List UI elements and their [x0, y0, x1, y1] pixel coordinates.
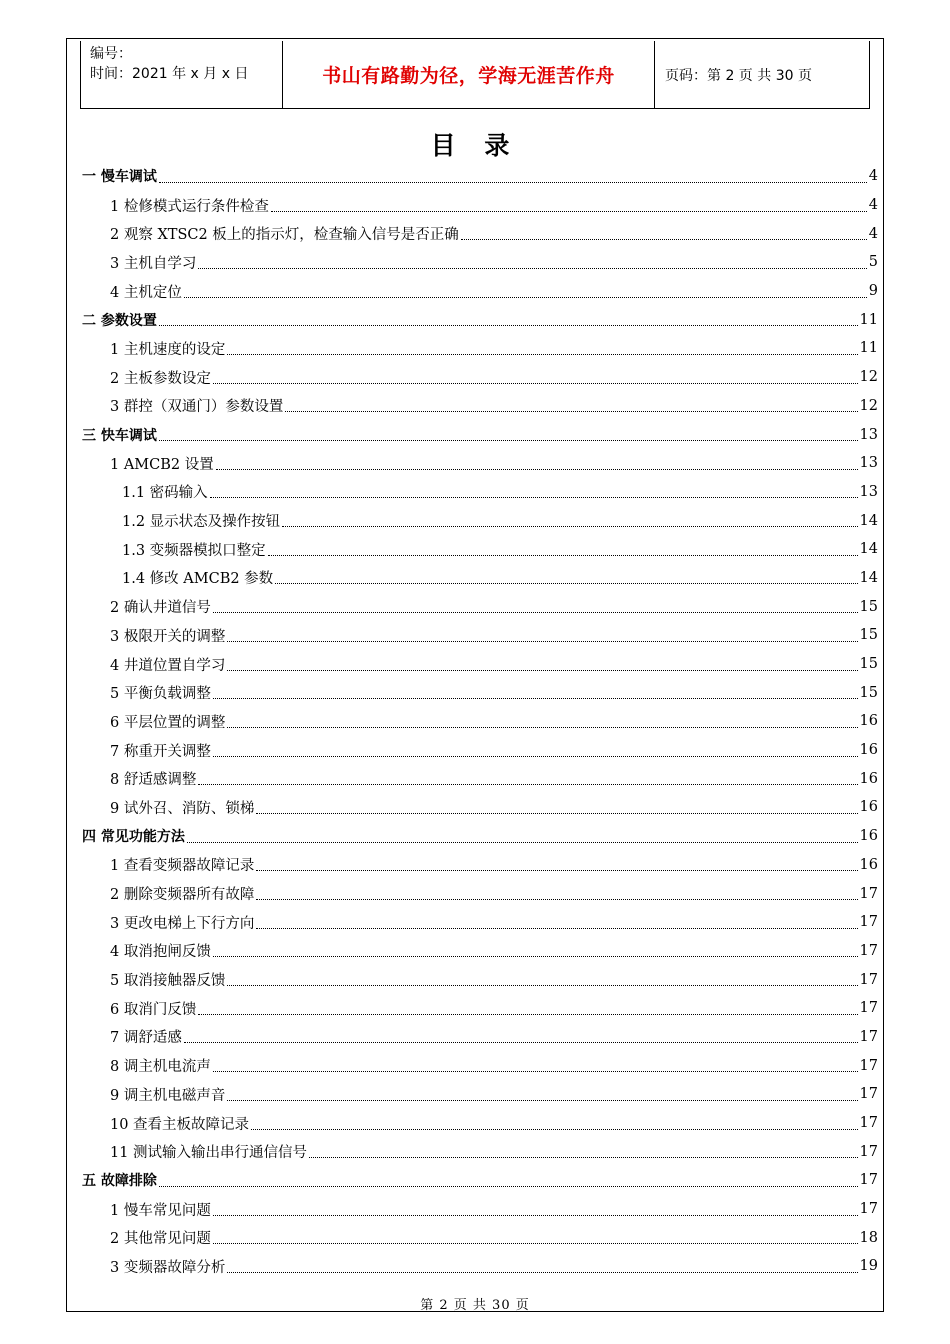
toc-entry[interactable] [82, 535, 878, 564]
page-header [80, 41, 870, 109]
toc-entry-label: 10 查看主板故障记录 [110, 1116, 250, 1133]
toc-entry-label: 1 检修模式运行条件检查 [110, 198, 269, 215]
toc-dot-leader [461, 239, 867, 240]
toc-entry-page: 4 [868, 168, 878, 185]
toc-dot-leader [227, 1100, 857, 1101]
toc-entry-page: 17 [859, 1201, 878, 1218]
toc-entry-label: 11 测试输入输出串行通信信号 [110, 1145, 308, 1162]
toc-entry-page: 16 [859, 828, 878, 845]
toc-entry-page: 13 [859, 483, 878, 500]
toc-entry-label: 5 平衡负载调整 [110, 686, 211, 703]
toc-dot-leader [213, 698, 858, 699]
toc-dot-leader [251, 1129, 857, 1130]
toc-entry[interactable] [82, 707, 878, 736]
toc-entry[interactable] [82, 363, 878, 392]
toc-entry[interactable] [82, 449, 878, 478]
toc-entry-label: 3 群控（双通门）参数设置 [110, 399, 284, 416]
toc-dot-leader [213, 756, 858, 757]
toc-entry-label: 2 确认井道信号 [110, 600, 211, 617]
toc-entry[interactable] [82, 965, 878, 994]
toc-entry-page: 13 [859, 455, 878, 472]
toc-dot-leader [256, 813, 857, 814]
toc-entry[interactable] [82, 1051, 878, 1080]
toc-entry[interactable] [82, 506, 878, 535]
toc-dot-leader [271, 211, 867, 212]
toc-entry-label: 8 舒适感调整 [110, 772, 197, 789]
toc-entry[interactable] [82, 879, 878, 908]
toc-entry-page: 16 [859, 770, 878, 787]
toc-entry[interactable] [82, 191, 878, 220]
toc-entry-page: 17 [859, 1000, 878, 1017]
toc-entry-label: 1 主机速度的设定 [110, 341, 226, 358]
toc-entry[interactable] [82, 736, 878, 765]
toc-dot-leader [213, 1243, 858, 1244]
toc-entry-label: 3 极限开关的调整 [110, 628, 226, 645]
toc-entry-page: 14 [859, 569, 878, 586]
toc-entry[interactable] [82, 1252, 878, 1281]
toc-entry-label: 1 查看变频器故障记录 [110, 858, 255, 875]
toc-entry[interactable] [82, 764, 878, 793]
toc-dot-leader [285, 411, 857, 412]
toc-entry-label: 1.3 变频器模拟口整定 [122, 542, 266, 559]
toc-entry-label: 4 取消抱闸反馈 [110, 944, 211, 961]
toc-entry-page: 4 [868, 225, 878, 242]
toc-dot-leader [268, 555, 858, 556]
toc-dot-leader [256, 928, 857, 929]
toc-entry-page: 17 [859, 971, 878, 988]
toc-entry-page: 19 [859, 1258, 878, 1275]
toc-entry-label: 4 井道位置自学习 [110, 657, 226, 674]
toc-entry[interactable] [82, 994, 878, 1023]
toc-dot-leader [187, 842, 858, 843]
toc-dot-leader [213, 1215, 858, 1216]
toc-entry[interactable] [82, 678, 878, 707]
header-time: 时间：2021 年 x 月 x 日 [90, 66, 249, 82]
toc-dot-leader [184, 1042, 858, 1043]
toc-entry-label: 9 试外召、消防、锁梯 [110, 800, 255, 817]
toc-entry[interactable] [82, 305, 878, 334]
toc-entry[interactable] [82, 851, 878, 880]
toc-entry-label: 3 主机自学习 [110, 255, 197, 272]
toc-title: 目 录 [430, 131, 520, 160]
toc-entry[interactable] [82, 334, 878, 363]
toc-entry-label: 2 主板参数设定 [110, 370, 211, 387]
toc-entry-label: 6 平层位置的调整 [110, 714, 226, 731]
toc-dot-leader [198, 784, 857, 785]
toc-dot-leader [213, 383, 858, 384]
toc-entry-page: 9 [868, 283, 878, 300]
toc-entry[interactable] [82, 564, 878, 593]
header-meta [81, 41, 283, 108]
toc-dot-leader [216, 469, 858, 470]
toc-dot-leader [213, 612, 858, 613]
toc-entry-label: 7 称重开关调整 [110, 743, 211, 760]
toc-entry-page: 15 [859, 684, 878, 701]
toc-entry-label: 五 故障排除 [82, 1173, 157, 1190]
toc-entry[interactable] [82, 248, 878, 277]
toc-dot-leader [227, 985, 857, 986]
toc-dot-leader [275, 583, 857, 584]
toc-entry-page: 18 [859, 1229, 878, 1246]
toc-dot-leader [159, 1186, 858, 1187]
toc-entry[interactable] [82, 822, 878, 851]
header-page-info: 页码：第 2 页 共 30 页 [665, 67, 812, 84]
toc-entry-label: 9 调主机电磁声音 [110, 1087, 226, 1104]
toc-entry-page: 17 [859, 885, 878, 902]
toc-entry[interactable] [82, 592, 878, 621]
toc-entry-page: 12 [859, 397, 878, 414]
toc-entry-page: 16 [859, 742, 878, 759]
toc-entry[interactable] [82, 1080, 878, 1109]
toc-entry-label: 2 其他常见问题 [110, 1231, 211, 1248]
toc-entry-page: 17 [859, 1172, 878, 1189]
toc-dot-leader [198, 1014, 857, 1015]
toc-entry[interactable] [82, 1023, 878, 1052]
toc-dot-leader [227, 1272, 857, 1273]
toc-entry-label: 二 参数设置 [82, 312, 157, 329]
toc-entry[interactable] [82, 1223, 878, 1252]
toc-entry-page: 16 [859, 799, 878, 816]
page-footer: 第 2 页 共 30 页 [420, 1298, 530, 1313]
toc-dot-leader [227, 670, 857, 671]
toc-entry-label: 3 更改电梯上下行方向 [110, 915, 255, 932]
toc-entry[interactable] [82, 793, 878, 822]
toc-entry-label: 8 调主机电流声 [110, 1059, 211, 1076]
toc-entry-page: 11 [859, 311, 878, 328]
toc-entry-page: 17 [859, 1057, 878, 1074]
header-number: 编号： [90, 46, 132, 62]
toc-entry-label: 3 变频器故障分析 [110, 1259, 226, 1276]
header-motto: 书山有路勤为径，学海无涯苦作舟 [283, 41, 655, 108]
toc-dot-leader [198, 268, 866, 269]
toc-entry-page: 5 [868, 254, 878, 271]
toc-entry-label: 5 取消接触器反馈 [110, 973, 226, 990]
toc-dot-leader [184, 297, 867, 298]
toc-entry-page: 11 [859, 340, 878, 357]
toc-entry-page: 17 [859, 942, 878, 959]
toc-entry-page: 17 [859, 1086, 878, 1103]
toc-entry[interactable] [82, 277, 878, 306]
toc-entry-label: 4 主机定位 [110, 284, 182, 301]
toc-entry[interactable] [82, 621, 878, 650]
toc-entry-page: 17 [859, 1143, 878, 1160]
toc-entry-page: 4 [868, 197, 878, 214]
toc-dot-leader [256, 899, 857, 900]
toc-dot-leader [227, 641, 857, 642]
toc-entry-label: 四 常见功能方法 [82, 829, 185, 846]
toc-dot-leader [256, 870, 857, 871]
toc-entry-label: 1.1 密码输入 [122, 485, 208, 502]
toc-entry-page: 15 [859, 598, 878, 615]
toc-entry[interactable] [82, 1109, 878, 1138]
toc-entry-page: 14 [859, 512, 878, 529]
toc-entry[interactable] [82, 1137, 878, 1166]
toc-entry[interactable] [82, 650, 878, 679]
toc-entry-page: 12 [859, 369, 878, 386]
toc-entry-page: 17 [859, 914, 878, 931]
toc-dot-leader [227, 354, 857, 355]
toc-entry-page: 16 [859, 713, 878, 730]
toc-dot-leader [210, 497, 858, 498]
toc-entry-label: 一 慢车调试 [82, 169, 157, 186]
toc-dot-leader [159, 182, 867, 183]
toc-entry-label: 1.4 修改 AMCB2 参数 [122, 571, 274, 588]
toc-entry-label: 1.2 显示状态及操作按钮 [122, 514, 281, 531]
toc-entry-label: 1 慢车常见问题 [110, 1202, 211, 1219]
toc-entry[interactable] [82, 1195, 878, 1224]
toc-entry[interactable] [82, 219, 878, 248]
toc-dot-leader [159, 325, 858, 326]
toc-entry-page: 15 [859, 627, 878, 644]
toc-entry-label: 2 删除变频器所有故障 [110, 887, 255, 904]
toc-entry-label: 2 观察 XTSC2 板上的指示灯，检查输入信号是否正确 [110, 227, 459, 244]
toc-dot-leader [159, 440, 858, 441]
toc-entry-label: 7 调舒适感 [110, 1030, 182, 1047]
toc-entry-label: 1 AMCB2 设置 [110, 456, 214, 473]
toc-dot-leader [282, 526, 857, 527]
toc-entry[interactable] [82, 392, 878, 421]
toc-entry-page: 17 [859, 1028, 878, 1045]
toc-entry[interactable] [82, 162, 878, 191]
toc-entry[interactable] [82, 1166, 878, 1195]
toc-entry-page: 17 [859, 1115, 878, 1132]
toc-entry-page: 15 [859, 656, 878, 673]
toc-entry-label: 6 取消门反馈 [110, 1001, 197, 1018]
toc-entry[interactable] [82, 478, 878, 507]
toc-entry[interactable] [82, 937, 878, 966]
toc-dot-leader [227, 727, 857, 728]
toc-entry[interactable] [82, 420, 878, 449]
toc-dot-leader [309, 1157, 857, 1158]
toc-entry[interactable] [82, 908, 878, 937]
toc-entry-page: 16 [859, 856, 878, 873]
toc-entry-page: 13 [859, 426, 878, 443]
toc-dot-leader [213, 956, 858, 957]
table-of-contents [82, 162, 878, 1281]
toc-entry-page: 14 [859, 541, 878, 558]
toc-dot-leader [213, 1071, 858, 1072]
toc-entry-label: 三 快车调试 [82, 427, 157, 444]
